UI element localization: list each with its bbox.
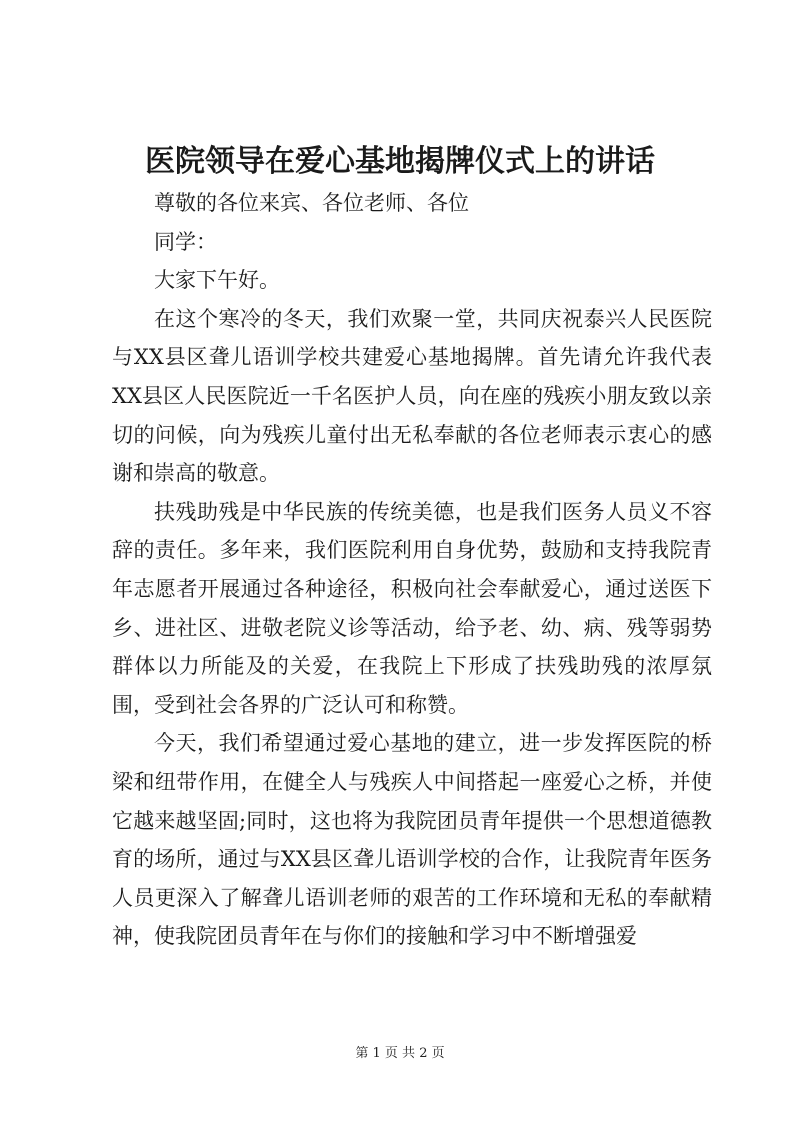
body-paragraph-2: 扶残助残是中华民族的传统美德，也是我们医务人员义不容辞的责任。多年来，我们医院利用自身优势，鼓励和支持我院青年志愿者开展通过各种途径，积极向社会奉献爱心，通过送医下乡、进社区、进敬老院义诊等活动，给予老、幼、病、残等弱势群体以力所能及的关爱，在我院上下形成了扶残助残的浓厚氛围，受到社会各界的广泛认可和称赞。 — [112, 499, 712, 717]
document-title: 医院领导在爱心基地揭牌仪式上的讲话 — [145, 144, 655, 179]
salutation-line-1: 尊敬的各位来宾、各位老师、各位 — [154, 191, 469, 215]
greeting-paragraph: 大家下午好。 — [154, 268, 280, 293]
document-body — [112, 184, 712, 956]
body-paragraph-1: 在这个寒冷的冬天，我们欢聚一堂，共同庆祝泰兴人民医院与XX县区聋儿语训学校共建爱心基地揭牌。首先请允许我代表XX县区人民医院近一千名医护人员，向在座的残疾小朋友致以亲切的问候，向为残疾儿童付出无私奉献的各位老师表示衷心的感谢和崇高的敬意。 — [112, 306, 712, 486]
salutation-line-2: 同学： — [154, 229, 217, 254]
page-footer: 第 1 页 共 2 页 — [355, 1046, 445, 1061]
body-paragraph-3: 今天，我们希望通过爱心基地的建立，进一步发挥医院的桥梁和纽带作用，在健全人与残疾人中间搭起一座爱心之桥，并使它越来越坚固;同时，这也将为我院团员青年提供一个思想道德教育的场所，通过与XX县区聋儿语训学校的合作，让我院青年医务人员更深入了解聋儿语训老师的艰苦的工作环境和无私的奉献精神，使我院团员青年在与你们的接触和学习中不断增强爱 — [112, 731, 712, 949]
